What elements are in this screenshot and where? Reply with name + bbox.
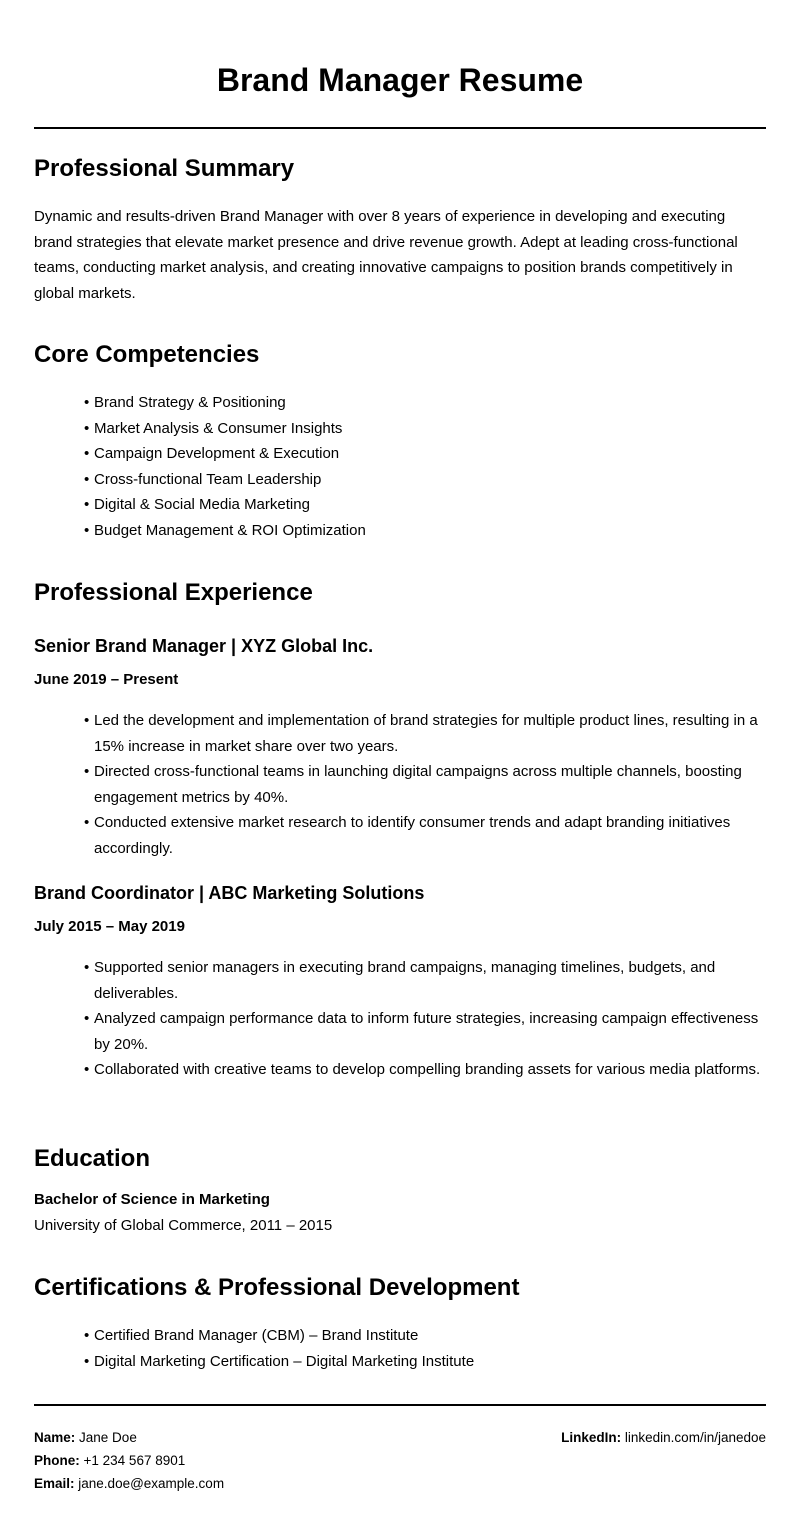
list-item: • Led the development and implementation of brand strategies for multiple product lines, resulting in a 15% increase in market share over two years. <box>84 708 764 759</box>
list-item: • Supported senior managers in executing brand campaigns, managing timelines, budgets, and deliverables. <box>84 955 764 1006</box>
job-dates: June 2019 – Present <box>34 671 179 688</box>
contact-email-label: Email: <box>34 1476 75 1491</box>
footer-divider <box>34 1404 766 1406</box>
education-school: University of Global Commerce, 2011 – 2015 <box>34 1217 333 1234</box>
competencies-heading: Core Competencies <box>34 341 260 368</box>
page-title: Brand Manager Resume <box>216 62 584 98</box>
contact-phone <box>34 1452 185 1470</box>
list-item: • Market Analysis & Consumer Insights <box>84 416 764 442</box>
list-item: • Digital & Social Media Marketing <box>84 492 764 518</box>
list-item: • Analyzed campaign performance data to inform future strategies, increasing campaign effectiveness by 20%. <box>84 1006 764 1057</box>
list-item: • Campaign Development & Execution <box>84 441 764 467</box>
job-dates: July 2015 – May 2019 <box>34 918 185 935</box>
summary-text: Dynamic and results-driven Brand Manager with over 8 years of experience in developing and executing brand strategies that elevate market presence and drive revenue growth. Adept at leading cross-functional teams, conducting market analysis, and creating innovative campaigns to position brands competitively in global markets. <box>34 208 738 302</box>
list-item: • Certified Brand Manager (CBM) – Brand Institute <box>84 1323 764 1349</box>
education-heading: Education <box>34 1145 151 1172</box>
contact-name-label: Name: <box>34 1430 76 1445</box>
contact-name-value: Jane Doe <box>79 1430 137 1445</box>
contact-linkedin-label: LinkedIn: <box>561 1430 622 1445</box>
job-bullets <box>84 955 764 1083</box>
list-item: • Directed cross-functional teams in launching digital campaigns across multiple channels, boosting engagement metrics by 40%. <box>84 759 764 810</box>
list-item: • Cross-functional Team Leadership <box>84 467 764 493</box>
contact-linkedin-value: linkedin.com/in/janedoe <box>624 1430 766 1445</box>
education-degree: Bachelor of Science in Marketing <box>34 1191 270 1208</box>
experience-heading: Professional Experience <box>34 579 313 606</box>
list-item: • Digital Marketing Certification – Digital Marketing Institute <box>84 1349 764 1375</box>
list-item: • Collaborated with creative teams to develop compelling branding assets for various media platforms. <box>84 1057 764 1083</box>
list-item: • Budget Management & ROI Optimization <box>84 518 764 544</box>
contact-name <box>34 1429 137 1447</box>
list-item: • Conducted extensive market research to identify consumer trends and adapt branding initiatives accordingly. <box>84 810 764 861</box>
certifications-list <box>84 1323 764 1374</box>
certifications-heading: Certifications & Professional Development <box>34 1274 520 1301</box>
job-title: Senior Brand Manager | XYZ Global Inc. <box>34 636 374 656</box>
list-item: • Brand Strategy & Positioning <box>84 390 764 416</box>
contact-phone-label: Phone: <box>34 1453 80 1468</box>
job-title: Brand Coordinator | ABC Marketing Solutions <box>34 883 425 903</box>
contact-email-value: jane.doe@example.com <box>78 1476 225 1491</box>
contact-phone-value: +1 234 567 8901 <box>83 1453 186 1468</box>
header-divider <box>34 127 766 129</box>
contact-linkedin <box>561 1429 766 1447</box>
job-bullets <box>84 708 764 862</box>
competencies-list <box>84 390 764 544</box>
summary-heading: Professional Summary <box>34 155 295 182</box>
contact-email <box>34 1475 224 1493</box>
